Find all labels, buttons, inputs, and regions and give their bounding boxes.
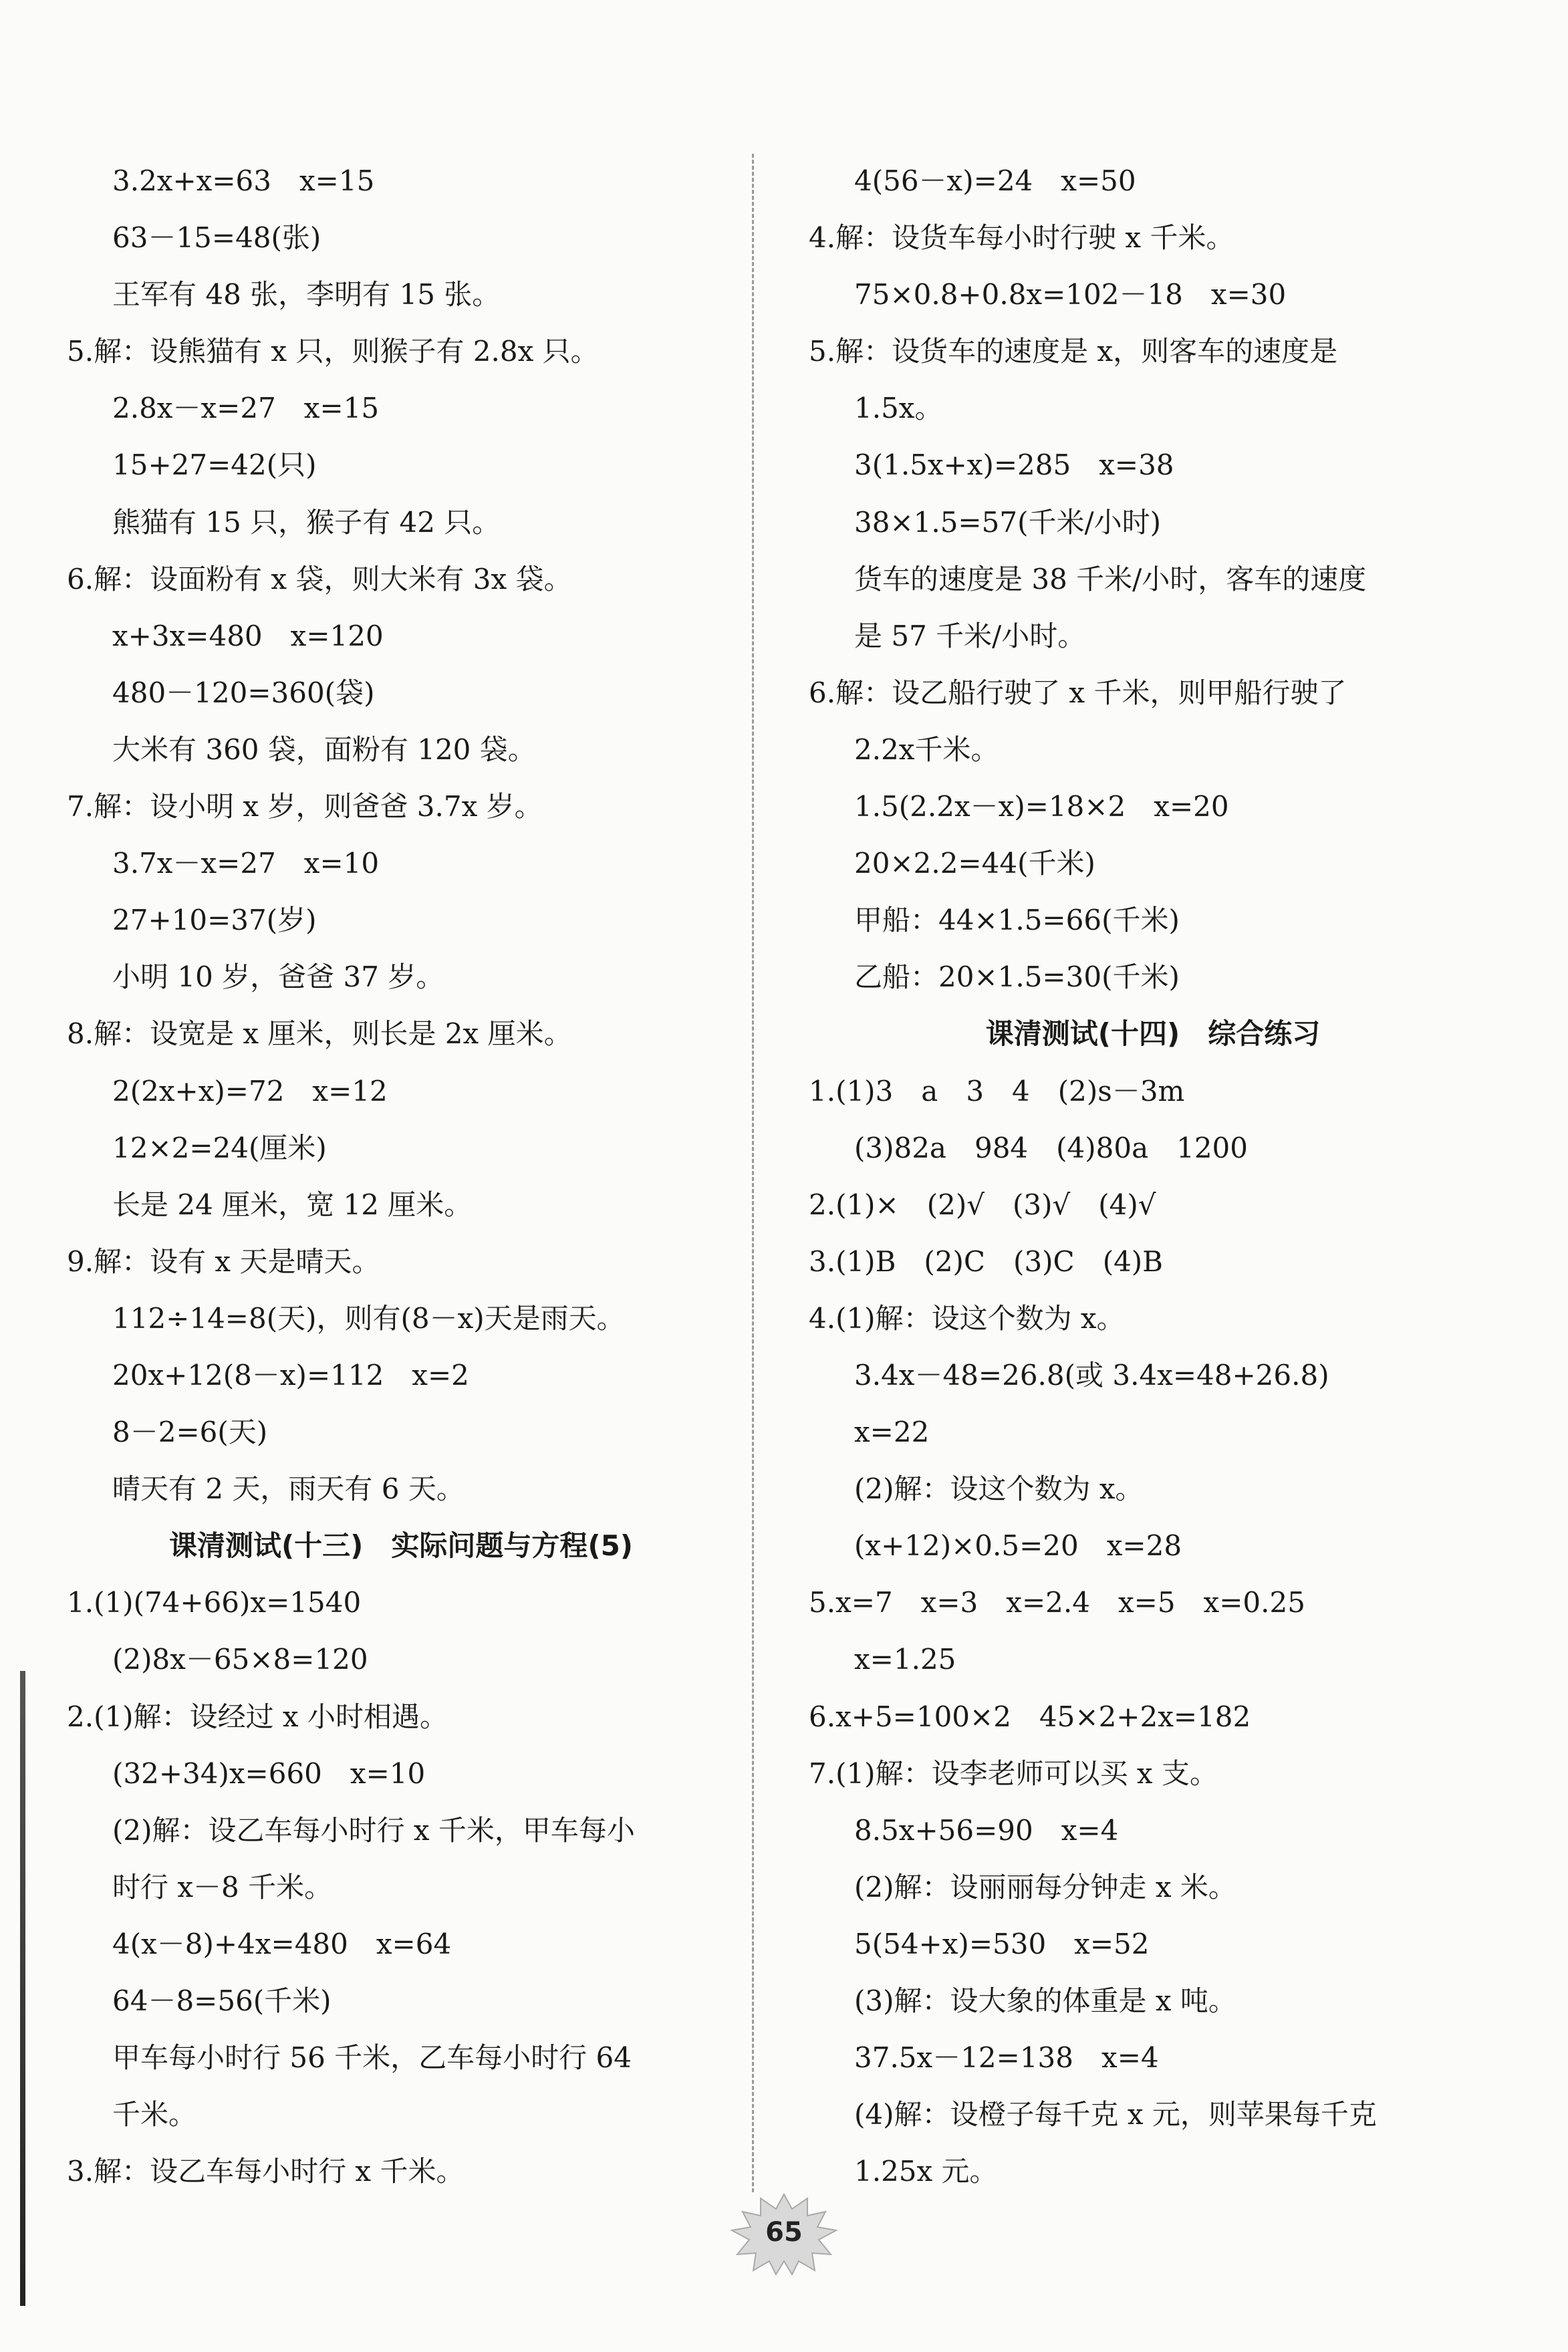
answer-line: 千米。	[112, 2098, 197, 2131]
answer-line: 2.8x－x=27 x=15	[112, 392, 380, 425]
answer-line: x=22	[854, 1416, 930, 1449]
section-heading: 课清测试(十四) 综合练习	[985, 1017, 1321, 1051]
answer-line: 4.(1)解：设这个数为 x。	[809, 1301, 1125, 1335]
answer-line: 3.2x+x=63 x=15	[112, 164, 375, 197]
answer-line: (2)8x－65×8=120	[112, 1643, 368, 1676]
answer-line: (2)解：设乙车每小时行 x 千米，甲车每小	[112, 1813, 635, 1847]
answer-line: 4(56－x)=24 x=50	[854, 164, 1136, 197]
answer-line: 112÷14=8(天)，则有(8－x)天是雨天。	[112, 1301, 625, 1335]
answer-line: 2(2x+x)=72 x=12	[112, 1074, 388, 1107]
answer-line: 王军有 48 张，李明有 15 张。	[112, 278, 501, 311]
answer-line: 长是 24 厘米，宽 12 厘米。	[112, 1188, 473, 1221]
answer-line: (32+34)x=660 x=10	[112, 1756, 426, 1790]
answer-line: (4)解：设橙子每千克 x 元，则苹果每千克	[854, 2098, 1377, 2131]
answer-line: x+3x=480 x=120	[112, 619, 384, 652]
answer-line: 1.5x。	[854, 392, 943, 425]
answer-line: 时行 x－8 千米。	[112, 1870, 333, 1904]
answer-line: 3.解：设乙车每小时行 x 千米。	[67, 2155, 465, 2188]
answer-line: 20×2.2=44(千米)	[854, 847, 1095, 880]
answer-line: x=1.25	[854, 1643, 956, 1676]
answer-line: 小明 10 岁，爸爸 37 岁。	[112, 960, 444, 994]
answer-line: 乙船：20×1.5=30(千米)	[854, 960, 1180, 994]
answer-line: 2.(1)解：设经过 x 小时相遇。	[67, 1700, 448, 1733]
page-number: 65	[765, 2217, 803, 2248]
answer-line: 4(x－8)+4x=480 x=64	[112, 1927, 452, 1960]
answer-line: 8.解：设宽是 x 厘米，则长是 2x 厘米。	[67, 1017, 572, 1051]
answer-line: 3.(1)B (2)C (3)C (4)B	[809, 1245, 1164, 1278]
answer-line: 5(54+x)=530 x=52	[854, 1927, 1150, 1960]
left-column	[67, 152, 735, 2200]
answer-line: 27+10=37(岁)	[112, 904, 317, 937]
answer-line: (3)82a 984 (4)80a 1200	[854, 1131, 1249, 1164]
answer-line: 480－120=360(袋)	[112, 676, 375, 709]
answer-line: (2)解：设丽丽每分钟走 x 米。	[854, 1870, 1236, 1904]
answer-line: 2.(1)× (2)√ (3)√ (4)√	[809, 1188, 1156, 1221]
answer-line: 2.2x千米。	[854, 733, 999, 766]
answer-line: 是 57 千米/小时。	[854, 619, 1086, 652]
answer-line: 75×0.8+0.8x=102－18 x=30	[854, 278, 1287, 311]
answer-line: 5.x=7 x=3 x=2.4 x=5 x=0.25	[809, 1586, 1305, 1619]
right-column	[809, 152, 1497, 2200]
section-heading: 课清测试(十三) 实际问题与方程(5)	[168, 1529, 633, 1563]
answer-line: 8－2=6(天)	[112, 1416, 268, 1449]
answer-line: 甲车每小时行 56 千米，乙车每小时行 64	[112, 2041, 632, 2075]
answer-line: (3)解：设大象的体重是 x 吨。	[854, 1984, 1236, 2017]
answer-line: 6.解：设乙船行驶了 x 千米，则甲船行驶了	[809, 676, 1347, 709]
answer-line: 6.解：设面粉有 x 袋，则大米有 3x 袋。	[67, 562, 572, 596]
column-divider	[752, 154, 754, 2192]
answer-line: 4.解：设货车每小时行驶 x 千米。	[809, 221, 1234, 255]
answer-line: 5.解：设熊猫有 x 只，则猴子有 2.8x 只。	[67, 335, 599, 368]
answer-line: 1.5(2.2x－x)=18×2 x=20	[854, 790, 1229, 823]
answer-line: 7.(1)解：设李老师可以买 x 支。	[809, 1756, 1218, 1790]
answer-line: 20x+12(8－x)=112 x=2	[112, 1358, 469, 1392]
answer-line: 5.解：设货车的速度是 x，则客车的速度是	[809, 335, 1338, 368]
answer-line: (2)解：设这个数为 x。	[854, 1472, 1144, 1506]
answer-line: (x+12)×0.5=20 x=28	[854, 1529, 1182, 1563]
answer-line: 15+27=42(只)	[112, 448, 317, 482]
answer-line: 63－15=48(张)	[112, 221, 321, 255]
answer-line: 37.5x－12=138 x=4	[854, 2041, 1159, 2075]
answer-line: 3.4x－48=26.8(或 3.4x=48+26.8)	[854, 1358, 1329, 1392]
answer-line: 64－8=56(千米)	[112, 1984, 332, 2017]
answer-line: 3(1.5x+x)=285 x=38	[854, 448, 1174, 482]
answer-line: 8.5x+56=90 x=4	[854, 1813, 1119, 1847]
answer-line: 12×2=24(厘米)	[112, 1131, 327, 1164]
answer-line: 6.x+5=100×2 45×2+2x=182	[809, 1700, 1251, 1733]
answer-line: 1.(1)(74+66)x=1540	[67, 1586, 362, 1619]
answer-line: 大米有 360 袋，面粉有 120 袋。	[112, 733, 536, 766]
page-edge-shadow	[20, 1671, 25, 2306]
answer-line: 1.25x 元。	[854, 2155, 998, 2188]
answer-line: 货车的速度是 38 千米/小时，客车的速度	[854, 562, 1367, 596]
answer-line: 熊猫有 15 只，猴子有 42 只。	[112, 505, 501, 539]
answer-line: 7.解：设小明 x 岁，则爸爸 3.7x 岁。	[67, 790, 543, 823]
answer-line: 1.(1)3 a 3 4 (2)s－3m	[809, 1074, 1185, 1107]
answer-line: 9.解：设有 x 天是晴天。	[67, 1245, 380, 1278]
page-number-badge	[717, 2189, 851, 2276]
answer-line: 晴天有 2 天，雨天有 6 天。	[112, 1472, 465, 1506]
answer-line: 3.7x－x=27 x=10	[112, 847, 380, 880]
answer-line: 甲船：44×1.5=66(千米)	[854, 904, 1180, 937]
answer-line: 38×1.5=57(千米/小时)	[854, 505, 1161, 539]
